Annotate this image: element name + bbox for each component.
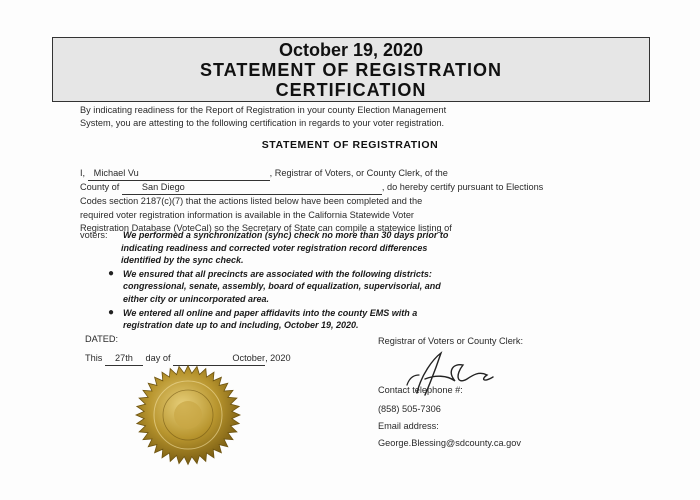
certification-paragraph bbox=[80, 167, 640, 235]
cert-line-2 bbox=[80, 181, 640, 195]
action-2-line-3: either city or unincorporated area. bbox=[123, 293, 270, 304]
registrar-name: Michael Vu bbox=[88, 167, 270, 181]
gold-seal bbox=[128, 360, 248, 470]
email-value: George.Blessing@sdcounty.ca.gov bbox=[378, 438, 521, 448]
cert-line-1-rest: , Registrar of Voters, or County Clerk, of the bbox=[269, 168, 448, 178]
dated-label: DATED: bbox=[85, 334, 119, 344]
action-1-line-1: We performed a synchronization (sync) check no more than 30 days prior to bbox=[123, 230, 449, 240]
this-label: This bbox=[85, 353, 103, 363]
action-2-line-2: congressional, senate, assembly, board of equalization, supervisorial, and bbox=[123, 281, 441, 292]
cert-line-2-rest: , do hereby certify pursuant to Elections bbox=[381, 182, 544, 193]
county-name: San Diego bbox=[122, 181, 382, 195]
action-3-line-1: We entered all online and paper affidavits into the county EMS with a bbox=[123, 307, 418, 318]
cert-line-4: required voter registration information is available in the California Statewide Voter bbox=[80, 209, 414, 220]
day-of-label: day of bbox=[145, 353, 171, 363]
action-item bbox=[80, 307, 640, 332]
year-value: , 2020 bbox=[265, 353, 291, 363]
intro-line-2: System, you are attesting to the following certification in regards to your voter registration. bbox=[80, 118, 445, 129]
i-label: I, bbox=[80, 168, 86, 178]
cert-line-1 bbox=[80, 167, 640, 181]
action-2-line-1: We ensured that all precincts are associated with the following districts: bbox=[123, 268, 432, 279]
bullet-icon: ● bbox=[108, 267, 115, 279]
county-label: County of bbox=[80, 182, 120, 193]
registrar-signature-label: Registrar of Voters or County Clerk: bbox=[378, 336, 524, 346]
cert-line-5: Registration Database (VoteCal) so the Secretary of State can compile a statewice listing of bbox=[80, 222, 452, 233]
bullet-icon: ● bbox=[108, 306, 115, 318]
document-title-line1: STATEMENT OF REGISTRATION bbox=[200, 60, 502, 80]
month-value: October bbox=[173, 352, 265, 366]
contact-phone-label: Contact telephone #: bbox=[378, 385, 463, 395]
actions-list bbox=[80, 229, 640, 332]
email-label: Email address: bbox=[378, 421, 439, 431]
action-item bbox=[80, 229, 640, 267]
seal-icon bbox=[128, 360, 248, 470]
section-heading: STATEMENT OF REGISTRATION bbox=[261, 139, 439, 151]
document-date: October 19, 2020 bbox=[278, 40, 424, 60]
action-3-line-2: registration date up to and including, October 19, 2020. bbox=[123, 320, 359, 331]
action-1-line-3: identified by the sync check. bbox=[121, 255, 244, 266]
intro-paragraph bbox=[80, 104, 640, 130]
intro-line-1: By indicating readiness for the Report of Registration in your county Election Management bbox=[80, 105, 447, 115]
cert-line-3: Codes section 2187(c)(7) that the actions listed below have been completed and the bbox=[80, 196, 423, 207]
day-value: 27th bbox=[105, 352, 143, 366]
action-item bbox=[80, 268, 640, 306]
document-title-line2: CERTIFICATION bbox=[275, 80, 427, 100]
action-1-line-2: indicating readiness and corrected voter registration record differences bbox=[121, 242, 428, 253]
phone-value: (858) 505-7306 bbox=[378, 404, 441, 414]
voters-label: voters: bbox=[80, 230, 108, 240]
title-box bbox=[52, 37, 650, 102]
